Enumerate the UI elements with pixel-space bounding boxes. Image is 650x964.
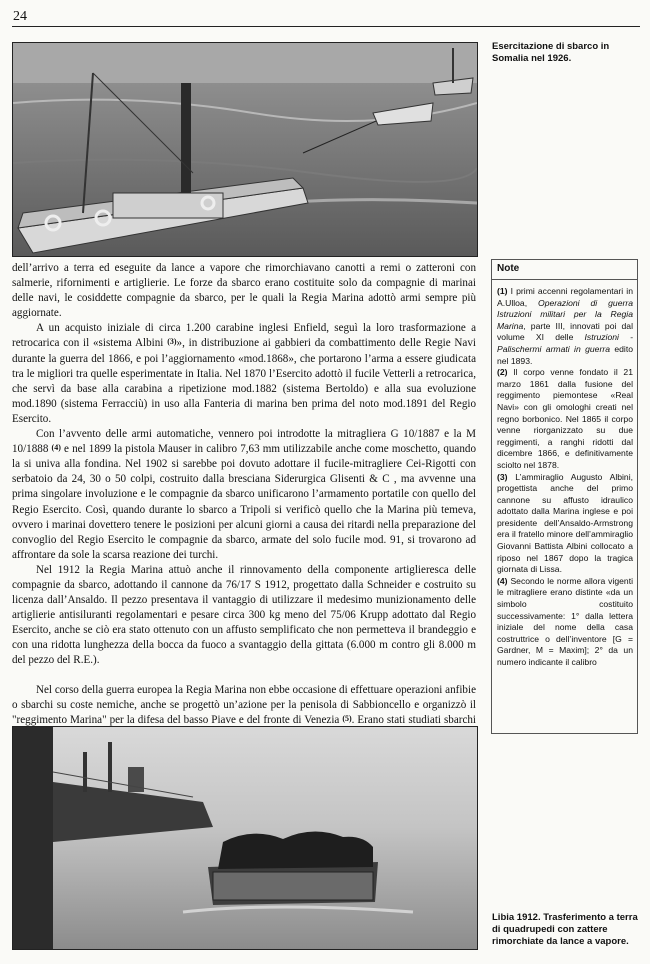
footnote-ref: (5) xyxy=(342,713,352,723)
photo-landing-exercise-somalia xyxy=(12,42,478,257)
note-title-italic: Operazioni di guerra Istruzioni militari per la Regia Marina xyxy=(497,297,633,331)
note-item xyxy=(497,576,633,669)
article-paragraph xyxy=(12,321,476,427)
note-text: L’ammiraglio Augusto Albini, progettista anche del primo cannone su affusto idraulico adottato dalla Marina inglese e poi presidente dell’Ansaldo-Armstrong era il fratello minore dell’ammiraglio Giovanni Battista Albini collocato a riposo nel 1867 dopo la tragica giornata di Lissa. xyxy=(497,471,633,575)
article-paragraph: dell’arrivo a terra ed eseguite da lance a vapore che rimorchiavano canotti a remi o zatteroni con salmerie, rifornimenti e artiglierie. Le forze da sbarco erano costituite solo da compagnie di marinai delle navi, le cosiddette compagnie da sbarco, per le quali la Regia Marina adottò armi sempre più aggiornate. xyxy=(12,262,476,320)
notes-title: Note xyxy=(497,263,520,274)
article-paragraph: Nel 1912 la Regia Marina attuò anche il rinnovamento della componente artiglieresca delle compagnie da sbarco, adottando il cannone da 76/17 S 1912, progettato dalla Schneider e costruito su licenza dall’Ansaldo. Il pezzo presentava il vantaggio di utilizzare il medesimo munizionamento delle artiglierie antisiluranti regolamentari e pesare circa 300 kg meno del 75/06 Krupp adottato dal Regio Esercito, anche se ciò era stato ottenuto con un affusto semplificato che non permetteva il brandeggio e con una ridotta lunghezza della bocca da fuoco a svantaggio della gittata (6.000 m contro gli 8.000 m del pezzo del R.E.). xyxy=(12,563,476,667)
note-text: Il corpo venne fondato il 21 marzo 1861 dalla fusione del reggimento piemontese «Real Navi» con gli omologhi creati nel regno borbonico. Nel 1865 il corpo venne riorganizzato su due reggimenti, a ranghi ridotti dal dicembre 1866, e definitivamente sciolto nel 1878. xyxy=(497,367,633,470)
note-number: (1) xyxy=(497,286,508,296)
paragraph-text: Con l’avvento delle armi automatiche, vennero poi introdotte la mitragliera G 10/1887 e la M 10/1888 xyxy=(12,428,476,456)
paragraph-text: . Erano stati studiati sbarchi xyxy=(351,713,476,726)
article-body xyxy=(12,261,476,743)
note-item xyxy=(497,367,633,471)
header-rule xyxy=(12,26,640,27)
footnote-ref: (3) xyxy=(167,337,177,347)
note-text: , parte III, innovati poi dal volume XI delle xyxy=(497,320,633,343)
note-text: I primi accenni regolamentari in A.Ulloa, xyxy=(497,286,633,308)
paragraph-text: », in distribuzione ai gabbieri da combattimento delle Regie Navi durante la guerra del 1866, e poi l’aggiornamento «mod.1868», che portarono l’arma a essere giudicata tra le migliori tra quelle esperimentate in Italia. Nel 1870 l’Esercito adottò il fucile Vetterli a retrocarica, che servì da base alla carabina a ripetizione mod.1882 (sistema Bertoldo) e alla sua evoluzione mod.1890 (sistema Ferracciù) in uso alla Fanteria di marina ben prima del noto mod.1891 del Regio Esercito. xyxy=(12,337,476,425)
note-item xyxy=(497,472,633,576)
paragraph-text: Nel corso della guerra europea la Regia Marina non ebbe occasione di effettuare operazioni anfibie o sbarchi su coste nemiche, anche se progettò un’azione per la penisola di Sabbioncello e organizzò il "reggimento Marina" per la difesa del basso Piave e del fronte di Venezia xyxy=(12,683,476,726)
notes-divider xyxy=(492,279,637,280)
caption-bottom-photo: Libia 1912. Trasferimento a terra di quadrupedi con zattere rimorchiate da lance a vapore. xyxy=(492,912,638,947)
page-number: 24 xyxy=(13,9,27,24)
note-number: (2) xyxy=(497,367,508,378)
paragraph-text: A un acquisto iniziale di circa 1.200 carabine inglesi Enfield, seguì la loro trasformazione a retrocarica con il «sistema Albini xyxy=(12,322,476,350)
note-number: (4) xyxy=(497,575,508,586)
paragraph-text: e nel 1899 la pistola Mauser in calibro 7,63 mm utilizzabile anche come moschetto, quando la si univa alla fondina. Nel 1902 si sarebbe poi dovuto adottare il fucile-mitragliere Cei-Rigotti con serbatoio da 24, 30 o 50 colpi, costruito dalla bresciana Siderurgica Glisenti & C , ma avvenne una prima singolare involuzione e le compagnie da sbarco unificarono l’armamento portatile con quello del Regio Esercito. Così, quando durante lo sbarco a Tripoli si verificò quello che la Marina più temeva, ovvero i marinai dovettero tenere le posizioni per alcuni giorni a causa dei ritardi nella preparazione del convoglio del Regio Esercito le compagnie da sbarco, armate del solo fucile mod. 91, si trovarono ad affrontare da sole la scarsa reazione dei turchi. xyxy=(12,443,477,561)
notes-box xyxy=(491,259,638,734)
note-item xyxy=(497,286,633,367)
footnote-ref: (4) xyxy=(51,443,61,453)
note-text: Secondo le norme allora vigenti le mitragliere erano distinte «da un simbolo costituito successivamente: 1° dalla lettera iniziale del nome della casa costruttrice o dell’inventore [G = Gardner, M = Maxim]; 2° da un numero indicante il calibro xyxy=(497,575,633,667)
note-text: edito nel 1893. xyxy=(497,343,634,366)
photo-libya-raft-transfer xyxy=(12,726,478,950)
notes-list xyxy=(492,286,637,669)
caption-top-photo: Esercitazione di sbarco in Somalia nel 1926. xyxy=(492,41,610,64)
note-number: (3) xyxy=(497,471,508,482)
article-paragraph xyxy=(12,427,476,563)
note-title-italic: Istruzioni - Palischermi armati in guerra xyxy=(497,332,633,354)
